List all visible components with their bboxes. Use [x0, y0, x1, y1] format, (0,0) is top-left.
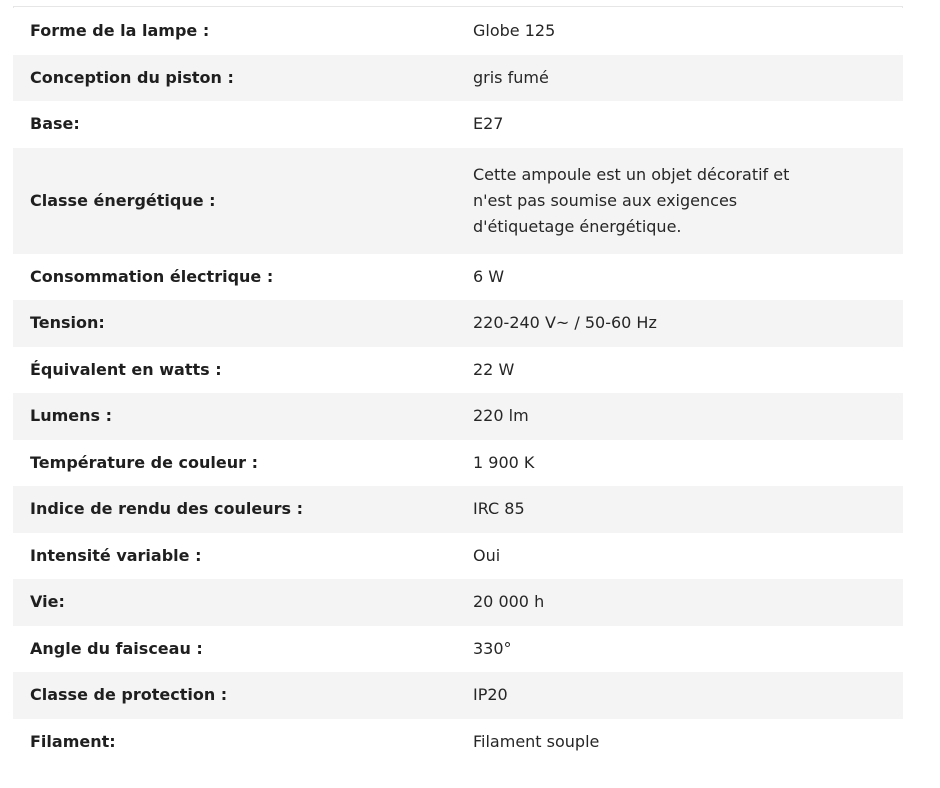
spec-value: E27	[456, 101, 903, 148]
spec-label: Tension:	[13, 300, 456, 347]
spec-label: Température de couleur :	[13, 440, 456, 487]
spec-label: Classe de protection :	[13, 672, 456, 719]
spec-row-energy-class	[13, 148, 903, 254]
spec-row-lamp-shape	[13, 8, 903, 55]
spec-row-color-temperature	[13, 440, 903, 487]
spec-label: Forme de la lampe :	[13, 8, 456, 55]
specifications-table-body	[13, 8, 903, 765]
spec-row-filament	[13, 719, 903, 766]
specifications-table	[13, 8, 903, 765]
spec-label: Lumens :	[13, 393, 456, 440]
spec-value: Cette ampoule est un objet décoratif et n'est pas soumise aux exigences d'étiquetage énergétique.	[473, 164, 790, 236]
spec-label: Filament:	[13, 719, 456, 766]
spec-label: Intensité variable :	[13, 533, 456, 580]
spec-row-color-rendering-index	[13, 486, 903, 533]
spec-label: Vie:	[13, 579, 456, 626]
spec-row-protection-class	[13, 672, 903, 719]
spec-value: 6 W	[456, 254, 903, 301]
spec-row-beam-angle	[13, 626, 903, 673]
spec-label: Conception du piston :	[13, 55, 456, 102]
spec-row-base	[13, 101, 903, 148]
spec-value: IP20	[456, 672, 903, 719]
spec-label: Équivalent en watts :	[13, 347, 456, 394]
spec-row-lifetime	[13, 579, 903, 626]
spec-value: Globe 125	[456, 8, 903, 55]
spec-label: Indice de rendu des couleurs :	[13, 486, 456, 533]
spec-row-dimmable	[13, 533, 903, 580]
spec-value: Filament souple	[456, 719, 903, 766]
spec-row-lumens	[13, 393, 903, 440]
spec-value: 220 lm	[456, 393, 903, 440]
spec-row-voltage	[13, 300, 903, 347]
spec-label: Base:	[13, 101, 456, 148]
spec-value: 1 900 K	[456, 440, 903, 487]
spec-value: Oui	[456, 533, 903, 580]
spec-label: Angle du faisceau :	[13, 626, 456, 673]
spec-row-watt-equivalent	[13, 347, 903, 394]
spec-value: 20 000 h	[456, 579, 903, 626]
spec-row-bulb-design	[13, 55, 903, 102]
spec-value: 330°	[456, 626, 903, 673]
spec-value: IRC 85	[456, 486, 903, 533]
spec-label: Consommation électrique :	[13, 254, 456, 301]
spec-row-power-consumption	[13, 254, 903, 301]
spec-value-cell	[456, 148, 903, 254]
spec-value: 220-240 V~ / 50-60 Hz	[456, 300, 903, 347]
spec-value: 22 W	[456, 347, 903, 394]
spec-label: Classe énergétique :	[13, 148, 456, 254]
spec-value: gris fumé	[456, 55, 903, 102]
